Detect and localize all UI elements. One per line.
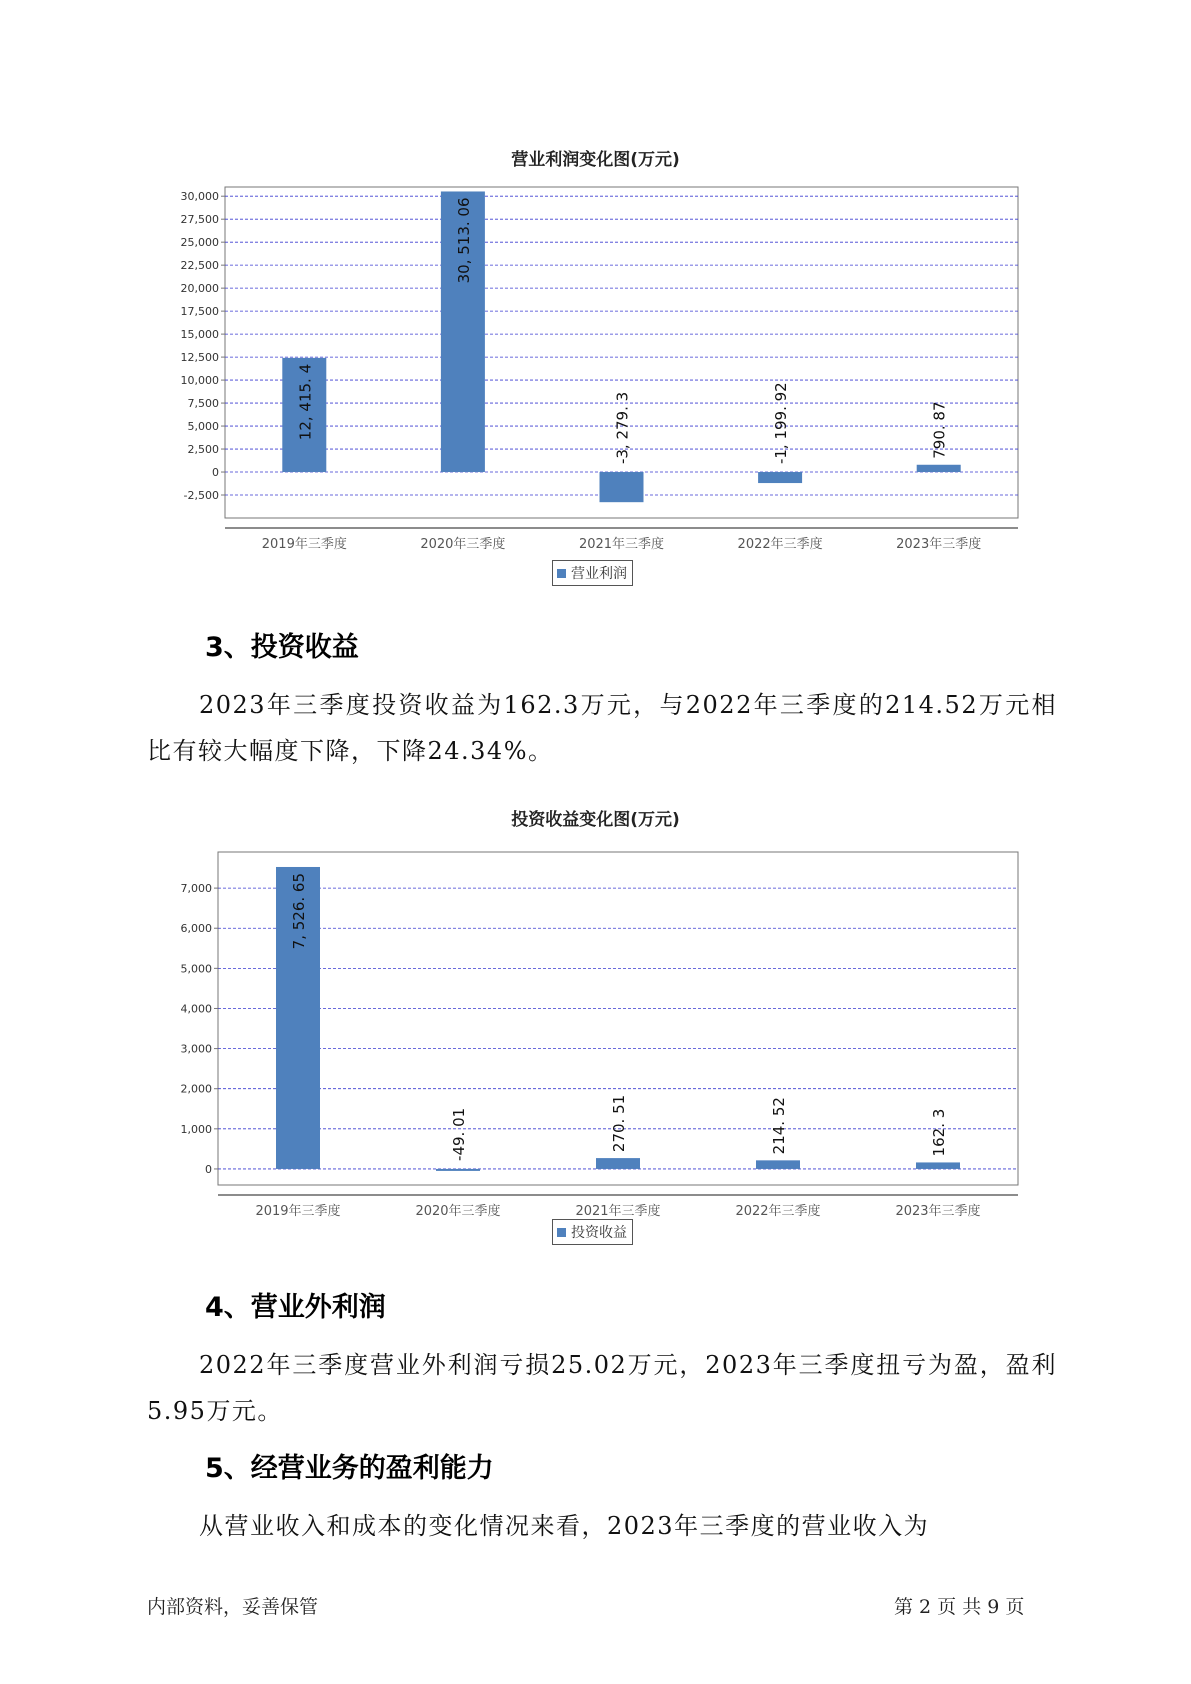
y-tick-label: 27,500 (180, 213, 219, 227)
chart2-title: 投资收益变化图(万元) (511, 810, 680, 830)
x-category-label: 2020年三季度 (415, 1204, 501, 1219)
y-tick-label: 0 (205, 1162, 212, 1176)
bar (916, 1162, 960, 1169)
section-5-paragraph: 从营业收入和成本的变化情况来看，2023年三季度的营业收入为 (199, 1512, 930, 1540)
chart1-legend-label: 营业利润 (571, 566, 627, 582)
chart1-title: 营业利润变化图(万元) (511, 150, 680, 170)
y-tick-label: 5,000 (187, 420, 219, 434)
section-4-paragraph: 2022年三季度营业外利润亏损25.02万元，2023年三季度扭亏为盈，盈利5.95万元。 (147, 1351, 1057, 1425)
chart1-legend (552, 560, 633, 586)
section-3-heading: 3、投资收益 (205, 632, 359, 663)
y-tick-label: 12,500 (180, 351, 219, 365)
bar-data-label: -3, 279. 3 (613, 391, 632, 465)
bar-data-label: 214. 52 (770, 1097, 788, 1155)
y-tick-label: 20,000 (180, 282, 219, 296)
chart2-legend-label: 投资收益 (571, 1225, 627, 1241)
x-category-label: 2021年三季度 (575, 1204, 661, 1219)
y-tick-label: 25,000 (180, 236, 219, 250)
y-tick-label: 7,500 (187, 397, 219, 411)
y-tick-label: 17,500 (180, 305, 219, 319)
x-category-label: 2019年三季度 (261, 537, 347, 552)
x-category-label: 2020年三季度 (420, 537, 506, 552)
bar-data-label: 162. 3 (930, 1108, 948, 1157)
y-tick-label: 22,500 (180, 259, 219, 273)
y-tick-label: 2,000 (180, 1082, 212, 1096)
bar-data-label: -1, 199. 92 (772, 382, 791, 465)
bar (756, 1160, 800, 1169)
y-tick-label: 6,000 (180, 922, 212, 936)
footer-left: 内部资料，妥善保管 (147, 1596, 319, 1618)
y-tick-label: 0 (212, 466, 219, 480)
footer-page-number: 第 2 页 共 9 页 (894, 1596, 1025, 1618)
y-tick-label: 5,000 (180, 962, 212, 976)
bar (917, 465, 961, 472)
y-tick-label: 10,000 (180, 374, 219, 388)
bar-data-label: 270. 51 (610, 1094, 628, 1153)
chart2-legend (552, 1219, 633, 1245)
y-tick-label: 30,000 (180, 190, 219, 204)
x-category-label: 2019年三季度 (255, 1204, 341, 1219)
bar-data-label: 12, 415. 4 (296, 363, 315, 441)
investment-income-chart (0, 838, 1191, 1238)
y-tick-label: -2,500 (183, 489, 219, 503)
x-category-label: 2023年三季度 (895, 1204, 981, 1219)
bar-data-label: -49. 01 (450, 1107, 468, 1161)
y-tick-label: 2,500 (187, 443, 219, 457)
x-category-label: 2022年三季度 (737, 537, 823, 552)
x-category-label: 2022年三季度 (735, 1204, 821, 1219)
y-tick-label: 7,000 (180, 882, 212, 896)
bar (758, 472, 802, 483)
y-tick-label: 1,000 (180, 1122, 212, 1136)
y-tick-label: 4,000 (180, 1002, 212, 1016)
bar-data-label: 30, 513. 06 (454, 197, 473, 284)
bar (600, 472, 644, 502)
bar (596, 1158, 640, 1169)
bar-data-label: 7, 526. 65 (290, 872, 308, 950)
legend-swatch (557, 1228, 566, 1237)
legend-swatch (557, 569, 566, 578)
bar-data-label: 790. 87 (930, 401, 949, 459)
operating-profit-chart (0, 170, 1191, 610)
bar (436, 1169, 480, 1171)
x-category-label: 2021年三季度 (578, 537, 665, 552)
y-tick-label: 3,000 (180, 1042, 212, 1056)
section-5-heading: 5、经营业务的盈利能力 (205, 1453, 494, 1484)
x-category-label: 2023年三季度 (896, 537, 982, 552)
section-3-paragraph: 2023年三季度投资收益为162.3万元，与2022年三季度的214.52万元相比有较大幅度下降，下降24.34%。 (147, 691, 1057, 765)
plot-area (225, 187, 1018, 518)
y-tick-label: 15,000 (180, 328, 219, 342)
section-4-heading: 4、营业外利润 (205, 1292, 386, 1323)
